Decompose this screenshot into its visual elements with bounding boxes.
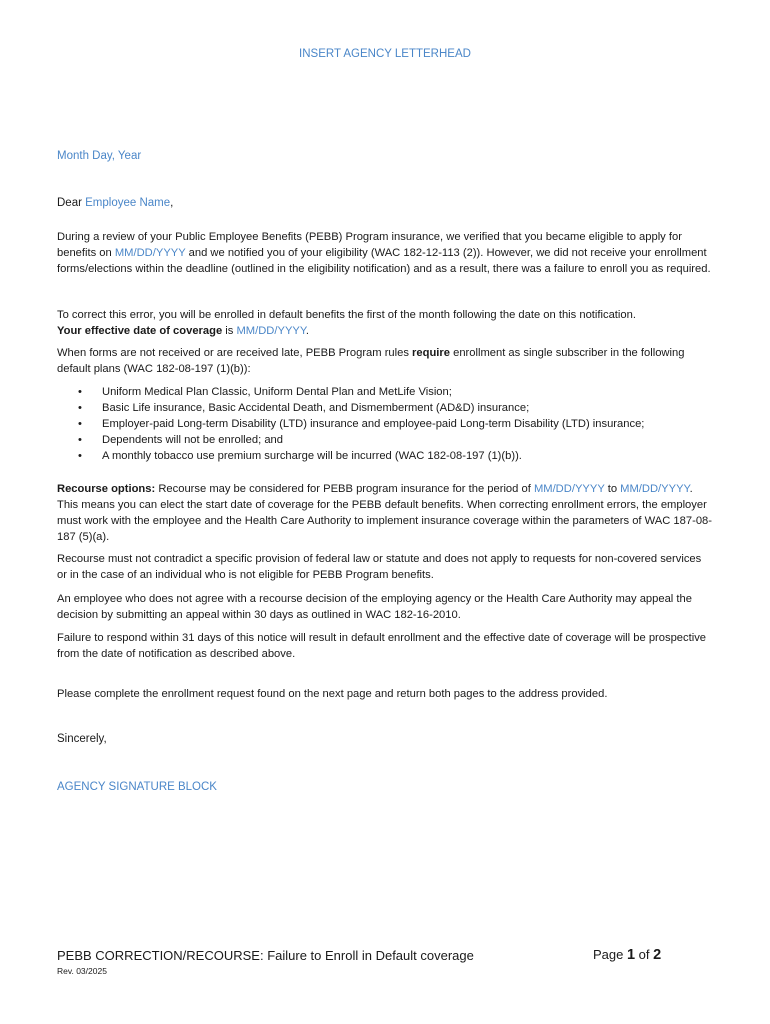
eligibility-date-placeholder: MM/DD/YYYY <box>114 247 186 259</box>
page-label: Page <box>593 947 627 962</box>
para1-text-2: and we notified you of your eligibility (WAC 182-12-113 (2)). However, we did not receive your enrollment forms/elections within the deadline (outlined in the eligibility notification) and as a result, there was a failure to enroll you as required. <box>57 247 711 275</box>
list-item: • Employer-paid Long-term Disability (LTD) insurance and employee-paid Long-term Disability (LTD) insurance; <box>78 416 708 432</box>
signature-block-placeholder: AGENCY SIGNATURE BLOCK <box>57 781 217 793</box>
list-item: • Basic Life insurance, Basic Accidental Death, and Dismemberment (AD&D) insurance; <box>78 400 708 416</box>
recourse-options-paragraph <box>57 481 713 545</box>
effective-date-placeholder: MM/DD/YYYY <box>236 325 306 337</box>
para1-text-1: During a review of your Public Employee Benefits (PEBB) Program insurance, we verified that you became eligible to apply for benefits on <box>57 231 682 259</box>
para2-text-1: To correct this error, you will be enrolled in default benefits the first of the month following the date on this notification. <box>57 309 636 321</box>
closing: Sincerely, <box>57 733 107 745</box>
employee-name-placeholder: Employee Name <box>85 197 171 209</box>
default-plans-paragraph <box>57 345 713 377</box>
footer-title: PEBB CORRECTION/RECOURSE: Failure to Enroll in Default coverage <box>57 948 474 963</box>
para3-text-1: When forms are not received or are received late, PEBB Program rules <box>57 347 413 359</box>
date-placeholder: Month Day, Year <box>57 150 142 162</box>
list-item: • Dependents will not be enrolled; and <box>78 432 708 448</box>
salutation-suffix: , <box>170 197 174 209</box>
recourse-end-date-placeholder: MM/DD/YYYY <box>620 483 690 495</box>
recourse-start-date-placeholder: MM/DD/YYYY <box>533 483 605 495</box>
agency-letterhead-placeholder: INSERT AGENCY LETTERHEAD <box>299 48 471 60</box>
appeal-paragraph: An employee who does not agree with a recourse decision of the employing agency or the Health Care Authority may appeal the decision by submitting an appeal within 30 days as outlined in WAC 182-16-2010. <box>57 593 692 621</box>
para4-text-2: to <box>604 483 621 495</box>
require-emphasis: require <box>412 347 450 359</box>
para4-text-3: . This means you can elect the start date of coverage for the PEBB default benefits. When correcting enrollment errors, the employer must work with the employee and the Health Care Authority to implement insurance coverage within the parameters of WAC 187-08-187 (5)(a). <box>57 483 712 543</box>
salutation-prefix: Dear <box>57 197 86 209</box>
para2-text-3: . <box>305 325 310 337</box>
correction-paragraph <box>57 307 713 339</box>
para3-text-2: enrollment as single subscriber in the following default plans (WAC 182-08-197 (1)(b)): <box>57 347 685 375</box>
failure-to-respond-paragraph: Failure to respond within 31 days of this notice will result in default enrollment and the effective date of coverage will be prospective from the date of notification as described above. <box>57 632 707 660</box>
page-total: 2 <box>653 947 662 963</box>
list-item: • Uniform Medical Plan Classic, Uniform Dental Plan and MetLife Vision; <box>78 384 708 400</box>
page-of-label: of <box>635 947 654 962</box>
instructions-paragraph: Please complete the enrollment request found on the next page and return both pages to the address provided. <box>57 688 608 700</box>
para2-text-2: is <box>222 325 237 337</box>
page-number <box>593 947 661 963</box>
salutation <box>57 197 173 209</box>
default-plans-list <box>78 384 708 464</box>
effective-date-label: Your effective date of coverage <box>57 325 223 337</box>
recourse-limits-paragraph: Recourse must not contradict a specific provision of federal law or statute and does not apply to requests for non-covered services or in the case of an individual who is not eligible for PEBB Program benefits. <box>57 553 702 581</box>
list-item: • A monthly tobacco use premium surcharge will be incurred (WAC 182-08-197 (1)(b)). <box>78 448 708 464</box>
page-current: 1 <box>626 947 636 963</box>
recourse-options-label: Recourse options: <box>57 483 156 495</box>
revision-date: Rev. 03/2025 <box>57 966 107 976</box>
eligibility-paragraph <box>57 229 713 277</box>
para4-text-1: Recourse may be considered for PEBB program insurance for the period of <box>155 483 534 495</box>
